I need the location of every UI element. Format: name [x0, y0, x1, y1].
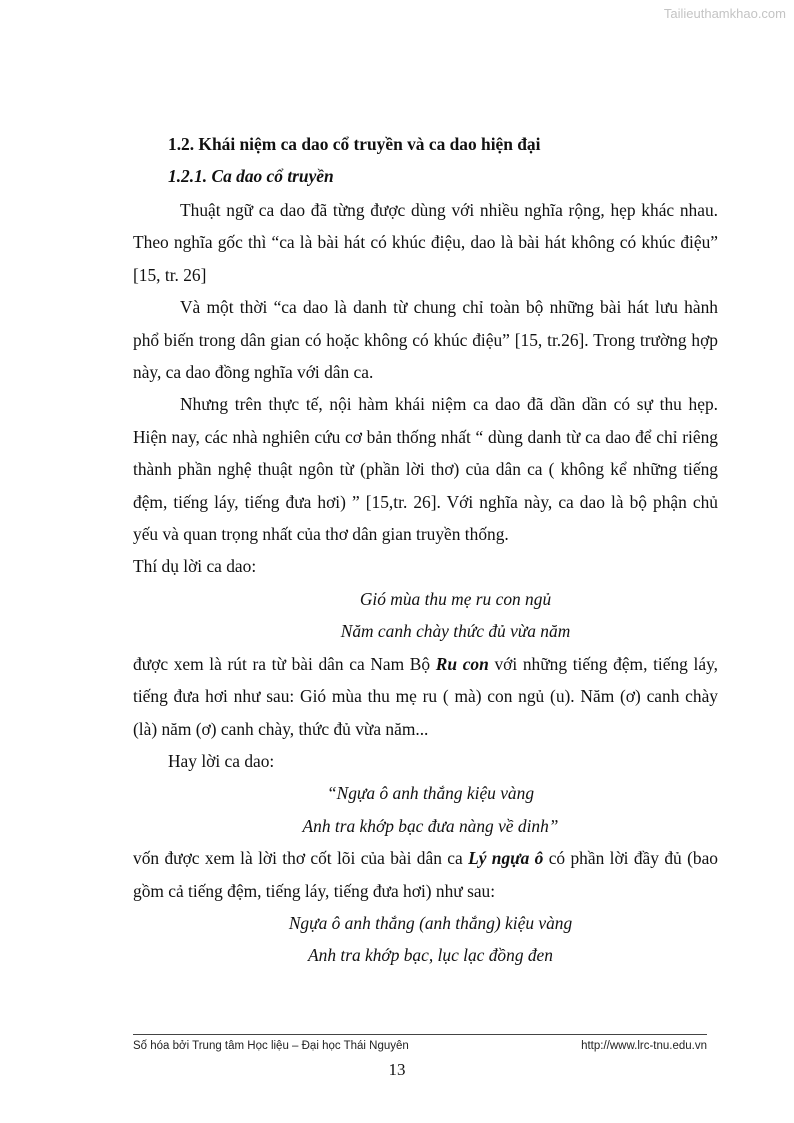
watermark: Tailieuthamkhao.com — [663, 6, 786, 21]
paragraph-4: Thí dụ lời ca dao: — [133, 556, 257, 577]
footer-credit: Số hóa bởi Trung tâm Học liệu – Đại học Thái Nguyên — [133, 1040, 409, 1052]
song-title-ru-con: Ru con — [435, 653, 489, 674]
paragraph-7 — [133, 842, 718, 907]
paragraph-3: Nhưng trên thực tế, nội hàm khái niệm ca dao đã dần dần có sự thu hẹp. Hiện nay, các nhà nghiên cứu cơ bản thống nhất “ dùng danh từ ca dao để chỉ riêng thành phần nghệ thuật ngôn từ (phần lời thơ) của dân ca ( không kể những tiếng đệm, tiếng láy, tiếng đưa hơi) ” [15,tr. 26]. Với nghĩa này, ca dao là bộ phận chủ yếu và quan trọng nhất của thơ dân gian truyền thống. — [133, 394, 718, 545]
paragraph-7-text-b: có phần lời đầy đủ (bao gồm cả tiếng đệm, tiếng láy, tiếng đưa hơi) như sau: — [133, 848, 718, 901]
paragraph-6: Hay lời ca dao: — [168, 750, 275, 771]
page-number: 13 — [388, 1060, 406, 1079]
paragraph-5 — [133, 648, 718, 745]
document-body — [133, 128, 718, 972]
verse-2-line-2: Anh tra khớp bạc đưa nàng về dinh” — [302, 815, 559, 836]
verse-2-line-1: “Ngựa ô anh thắng kiệu vàng — [326, 783, 535, 804]
verse-3-line-1: Ngựa ô anh thắng (anh thắng) kiệu vàng — [288, 912, 573, 933]
paragraph-7-text-a: vốn được xem là lời thơ cốt lõi của bài dân ca — [133, 848, 469, 869]
footer-url: http://www.lrc-tnu.edu.vn — [581, 1040, 707, 1052]
song-title-ly-ngua-o: Lý ngựa ô — [468, 848, 544, 869]
paragraph-5-text-a: được xem là rút ra từ bài dân ca Nam Bộ — [133, 653, 436, 674]
paragraph-5-text-b: với những tiếng đệm, tiếng láy, tiếng đưa hơi như sau: Gió mùa thu mẹ ru ( mà) con ngủ (u). Năm (ơ) canh chày (là) năm (ơ) canh chày, thức đủ vừa năm... — [133, 653, 718, 739]
verse-1-line-2: Năm canh chày thức đủ vừa năm — [340, 621, 571, 642]
subsection-heading: 1.2.1. Ca dao cổ truyền — [168, 166, 334, 186]
verse-3-line-2: Anh tra khớp bạc, lục lạc đồng đen — [308, 945, 553, 966]
paragraph-1: Thuật ngữ ca dao đã từng được dùng với nhiều nghĩa rộng, hẹp khác nhau. Theo nghĩa gốc thì “ca là bài hát có khúc điệu, dao là bài hát không có khúc điệu” [15, tr. 26] — [133, 200, 718, 285]
paragraph-2: Và một thời “ca dao là danh từ chung chỉ toàn bộ những bài hát lưu hành phổ biến trong dân gian có hoặc không có khúc điệu” [15, tr.26]. Trong trường hợp này, ca dao đồng nghĩa với dân ca. — [133, 297, 718, 383]
section-heading: 1.2. Khái niệm ca dao cổ truyền và ca dao hiện đại — [168, 134, 541, 154]
verse-1-line-1: Gió mùa thu mẹ ru con ngủ — [359, 588, 552, 609]
footer-divider — [133, 1034, 707, 1035]
